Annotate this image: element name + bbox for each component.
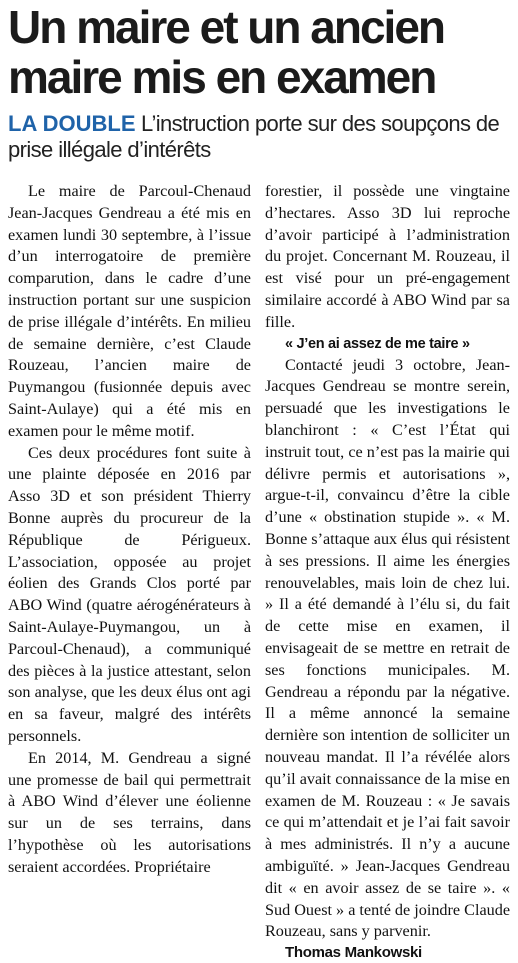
intertitle: « J’en ai assez de me taire » bbox=[285, 335, 470, 352]
paragraph-3: En 2014, M. Gendreau a signé une promesse de bail qui permettrait à ABO Wind d’élever une éolienne sur un de ses terrains, dans l’hypothèse où les autorisations seraient accordées. Propriétaire bbox=[8, 748, 251, 876]
paragraph-3-continued: forestier, il possède une vingtaine d’hectares. Asso 3D lui reproche d’avoir participé à l’administration du projet. Concernant M. Rouzeau, il est visé pour un pré-engagement similaire accordé à ABO Wind par sa fille. bbox=[265, 182, 510, 331]
article-column-left bbox=[8, 181, 251, 879]
headline: Un maire et un ancien maire mis en examen bbox=[8, 1, 445, 103]
subheadline bbox=[8, 111, 513, 163]
paragraph-1: Le maire de Parcoul-Chenaud Jean-Jacques Gendreau a été mis en examen lundi 30 septembre, à l’issue d’un interrogatoire de première comparution, dans le cadre d’une instruction portant sur une suspicion de prise illégale d’intérêts. En milieu de semaine dernière, c’est Claude Rouzeau, l’ancien maire de Puymangou (fusionnée depuis avec Saint-Aulaye) qui a été mis en examen pour le même motif. bbox=[8, 182, 251, 440]
subheadline-text: L’instruction porte sur des soupçons de prise illégale d’intérêts bbox=[8, 111, 500, 162]
byline: Thomas Mankowski bbox=[285, 944, 422, 962]
article-column-right bbox=[265, 181, 510, 963]
paragraph-2: Ces deux procédures font suite à une plainte déposée en 2016 par Asso 3D et son président Thierry Bonne auprès du procureur de la République de Périgueux. L’association, opposée au projet éolien des Grands Clos porté par ABO Wind (quatre aérogénérateurs à Saint-Aulaye-Puymangou, un à Parcoul-Chenaud), a communiqué des pièces à la justice attestant, selon son analyse, que les deux élus ont agi en sa faveur, malgré des intérêts personnels. bbox=[8, 443, 251, 745]
kicker-label: LA DOUBLE bbox=[8, 111, 136, 136]
paragraph-4: Contacté jeudi 3 octobre, Jean-Jacques Gendreau se montre serein, persuadé que les investigations le blanchiront : « C’est l’État qui instruit tout, ce n’est pas la mairie qui délivre permis et autorisations », argue-t-il, convaincu d’être la cible d’une « obstination stupide ». « M. Bonne s’attaque aux élus qui résistent à ses pressions. Il aime les énergies renouvelables, mais loin de chez lui. » Il a été demandé à l’élu si, du fait de cette mise en examen, il envisageait de se mettre en retrait de ses fonctions municipales. M. Gendreau a répondu par la négative. Il a même annoncé la semaine dernière son intention de solliciter un nouveau mandat. Il l’a révélée alors qu’il avait connaissance de la mise en examen de M. Rouzeau : « Je savais ce qui m’attendait et je l’ai fait savoir à mes administrés. Il n’y a aucune ambiguïté. » Jean-Jacques Gendreau dit « en avoir assez de se taire ». « Sud Ouest » a tenté de joindre Claude Rouzeau, sans y parvenir. bbox=[265, 355, 511, 941]
